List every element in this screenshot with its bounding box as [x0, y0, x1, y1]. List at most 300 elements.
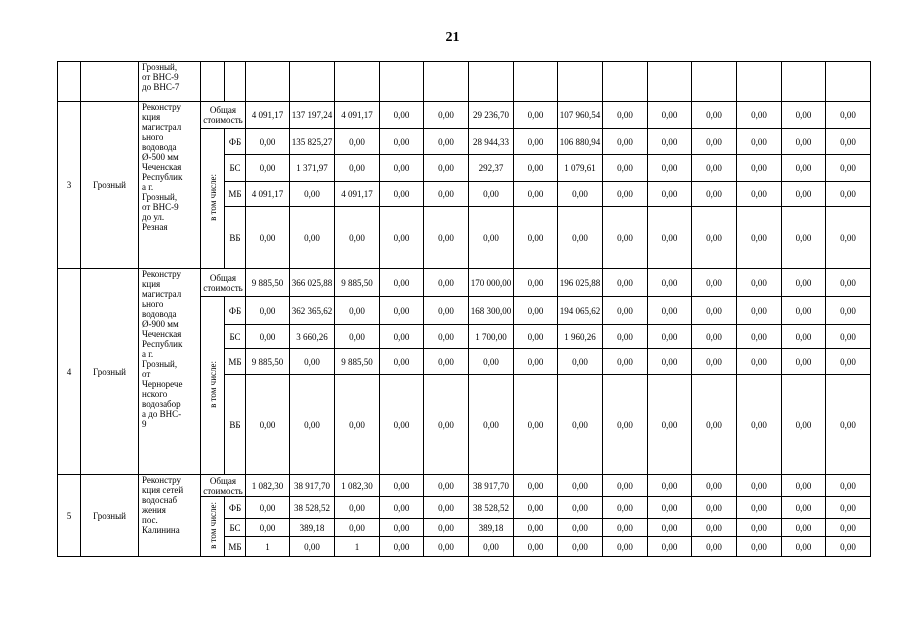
- page-number: 21: [445, 30, 460, 45]
- value-text: 0,00: [304, 356, 320, 367]
- value-text: 38 917,70: [294, 480, 330, 491]
- value-text: 0,00: [751, 480, 767, 491]
- value-text: 0,00: [661, 189, 678, 199]
- value-cell: [558, 155, 603, 182]
- value-text: 38 528,52: [473, 502, 509, 513]
- value-text: 0,00: [795, 541, 812, 552]
- value-cell: [782, 297, 826, 325]
- value-cell: [335, 182, 380, 207]
- value-text: 38 917,70: [473, 480, 509, 491]
- value-text: 0,00: [751, 136, 767, 147]
- value-cell: [380, 375, 424, 475]
- value-text: 107 960,54: [559, 110, 601, 120]
- value-text: 0,00: [393, 110, 410, 120]
- value-text: 0,00: [751, 277, 767, 288]
- value-text: 0,00: [259, 305, 276, 316]
- value-cell: [380, 297, 424, 325]
- value-cell: [469, 155, 514, 182]
- value-cell: [290, 325, 335, 349]
- value-cell: [246, 325, 290, 349]
- value-cell: [648, 519, 692, 537]
- value-cell: [603, 349, 648, 375]
- value-cell: [335, 497, 380, 519]
- source-label-cell: МБ: [225, 349, 246, 375]
- source-label-cell: ВБ: [225, 207, 246, 269]
- value-text: 0,00: [751, 305, 767, 316]
- value-cell: [380, 155, 424, 182]
- table-row: [58, 269, 871, 297]
- value-cell: [737, 349, 782, 375]
- empty-cell: [380, 62, 424, 102]
- row-number-cell: 5: [58, 475, 81, 557]
- value-cell: [603, 325, 648, 349]
- value-text: 0,00: [438, 480, 454, 491]
- settlement-cell: Грозный: [81, 269, 139, 475]
- value-cell: [648, 207, 692, 269]
- value-text: 0,00: [840, 356, 856, 367]
- value-cell: [424, 325, 469, 349]
- value-text: 0,00: [706, 189, 722, 199]
- value-cell: [514, 497, 558, 519]
- value-cell: [826, 349, 871, 375]
- value-text: 366 025,88: [291, 277, 333, 288]
- value-cell: [692, 519, 737, 537]
- value-cell: [335, 375, 380, 475]
- value-text: 4 091,17: [251, 110, 284, 120]
- value-cell: [424, 349, 469, 375]
- value-cell: [692, 375, 737, 475]
- value-cell: [380, 269, 424, 297]
- value-text: 0,00: [706, 331, 722, 342]
- value-cell: [782, 497, 826, 519]
- value-text: 0,00: [349, 522, 365, 533]
- value-cell: [692, 269, 737, 297]
- value-cell: [469, 182, 514, 207]
- value-text: 0,00: [617, 189, 633, 199]
- value-cell: [424, 297, 469, 325]
- value-cell: [246, 182, 290, 207]
- value-cell: [782, 349, 826, 375]
- value-text: 28 944,33: [473, 136, 509, 147]
- row-number-cell: [58, 62, 81, 102]
- value-text: 0,00: [259, 419, 276, 430]
- value-cell: [648, 269, 692, 297]
- value-cell: [737, 537, 782, 557]
- value-text: 0,00: [438, 189, 454, 199]
- value-text: 0,00: [438, 419, 454, 430]
- value-text: 0,00: [840, 189, 856, 199]
- value-text: 0,00: [661, 163, 678, 173]
- value-text: 1 960,26: [564, 331, 596, 342]
- empty-cell: [826, 62, 871, 102]
- value-text: 0,00: [572, 480, 588, 491]
- value-text: 0,00: [304, 419, 320, 430]
- value-text: 0,00: [259, 522, 276, 533]
- value-text: 0,00: [751, 502, 767, 513]
- value-cell: [469, 129, 514, 155]
- settlement-cell: [81, 62, 139, 102]
- value-text: 168 300,00: [470, 305, 512, 316]
- source-label-cell: МБ: [225, 537, 246, 557]
- value-text: 389,18: [299, 522, 325, 533]
- value-cell: [424, 102, 469, 129]
- value-text: 0,00: [527, 110, 544, 120]
- value-text: 0,00: [617, 136, 633, 147]
- value-text: 0,00: [483, 232, 499, 243]
- value-cell: [380, 475, 424, 497]
- value-cell: [826, 182, 871, 207]
- value-text: 0,00: [661, 419, 678, 430]
- value-text: 0,00: [751, 419, 767, 430]
- value-text: 0,00: [795, 136, 812, 147]
- value-cell: [380, 537, 424, 557]
- value-cell: [469, 297, 514, 325]
- value-cell: [514, 475, 558, 497]
- value-cell: [558, 537, 603, 557]
- value-cell: [380, 519, 424, 537]
- value-text: 0,00: [661, 522, 678, 533]
- value-cell: [514, 349, 558, 375]
- value-text: 0,00: [840, 136, 856, 147]
- value-cell: [558, 349, 603, 375]
- value-cell: [469, 102, 514, 129]
- value-text: 1 700,00: [475, 331, 507, 342]
- value-text: 0,00: [795, 277, 812, 288]
- value-cell: [558, 182, 603, 207]
- sub-header-cell: [201, 129, 225, 269]
- empty-cell: [692, 62, 737, 102]
- sub-header-text: в том числе:: [207, 174, 218, 221]
- value-cell: [648, 475, 692, 497]
- value-cell: [603, 519, 648, 537]
- value-text: 0,00: [751, 163, 767, 173]
- value-text: 0,00: [527, 356, 544, 367]
- value-text: 0,00: [751, 522, 767, 533]
- value-cell: [692, 207, 737, 269]
- value-cell: [826, 537, 871, 557]
- value-cell: [246, 297, 290, 325]
- empty-cell: [469, 62, 514, 102]
- value-text: 1 371,97: [296, 163, 328, 173]
- value-text: 0,00: [393, 356, 410, 367]
- value-text: 0,00: [751, 356, 767, 367]
- value-cell: [514, 297, 558, 325]
- value-cell: [469, 475, 514, 497]
- value-text: 0,00: [840, 419, 856, 430]
- value-cell: [246, 269, 290, 297]
- value-text: 0,00: [527, 480, 544, 491]
- value-text: 1 082,30: [341, 480, 373, 491]
- value-text: 0,00: [572, 522, 588, 533]
- value-cell: [603, 207, 648, 269]
- value-text: 0,00: [438, 163, 454, 173]
- value-text: 38 528,52: [294, 502, 330, 513]
- value-cell: [558, 269, 603, 297]
- value-text: 0,00: [572, 502, 588, 513]
- empty-cell: [424, 62, 469, 102]
- value-text: 0,00: [840, 277, 856, 288]
- value-text: 0,00: [706, 110, 722, 120]
- object-name-cell: Реконстру кция магистрал ьного водовода Ø-900 мм Чеченская Республик а г. Грозный, от Черноречe нского водозабор а до ВНС- 9: [139, 269, 201, 475]
- value-cell: [290, 349, 335, 375]
- value-text: 0,00: [840, 305, 856, 316]
- value-cell: [424, 497, 469, 519]
- value-text: 0,00: [840, 163, 856, 173]
- value-text: 0,00: [751, 189, 767, 199]
- value-text: 0,00: [751, 331, 767, 342]
- value-cell: [424, 519, 469, 537]
- value-text: 0,00: [617, 502, 633, 513]
- value-text: 0,00: [304, 232, 320, 243]
- value-cell: [648, 182, 692, 207]
- value-cell: [558, 519, 603, 537]
- value-cell: [469, 497, 514, 519]
- value-text: 0,00: [751, 110, 767, 120]
- value-cell: [692, 537, 737, 557]
- value-text: 0,00: [438, 541, 454, 552]
- value-cell: [290, 537, 335, 557]
- value-cell: [648, 102, 692, 129]
- value-text: 0,00: [617, 331, 633, 342]
- value-cell: [514, 102, 558, 129]
- value-text: 292,37: [478, 163, 504, 173]
- value-cell: [558, 325, 603, 349]
- value-cell: [782, 129, 826, 155]
- value-cell: [246, 102, 290, 129]
- value-text: 0,00: [527, 163, 544, 173]
- value-cell: [335, 207, 380, 269]
- value-text: 0,00: [483, 189, 499, 199]
- value-text: 0,00: [393, 522, 410, 533]
- value-cell: [246, 349, 290, 375]
- value-cell: [692, 129, 737, 155]
- value-cell: [826, 519, 871, 537]
- value-text: 0,00: [259, 331, 276, 342]
- value-cell: [514, 129, 558, 155]
- value-text: 0,00: [706, 522, 722, 533]
- value-cell: [737, 297, 782, 325]
- value-text: 0,00: [572, 541, 588, 552]
- value-text: 0,00: [349, 305, 365, 316]
- value-cell: [246, 207, 290, 269]
- value-text: 0,00: [349, 163, 365, 173]
- value-cell: [380, 349, 424, 375]
- value-text: 0,00: [617, 277, 633, 288]
- value-cell: [648, 155, 692, 182]
- value-cell: [469, 269, 514, 297]
- value-text: 0,00: [661, 232, 678, 243]
- value-text: 0,00: [438, 136, 454, 147]
- value-text: 0,00: [393, 189, 410, 199]
- value-cell: [290, 155, 335, 182]
- value-text: 0,00: [527, 305, 544, 316]
- value-text: 0,00: [259, 502, 276, 513]
- value-cell: [469, 207, 514, 269]
- table-row: [58, 62, 871, 102]
- value-text: 0,00: [706, 305, 722, 316]
- value-text: 0,00: [661, 277, 678, 288]
- value-cell: [603, 129, 648, 155]
- value-cell: [380, 497, 424, 519]
- value-cell: [782, 537, 826, 557]
- value-text: 0,00: [527, 232, 544, 243]
- value-text: 0,00: [349, 419, 365, 430]
- value-cell: [692, 155, 737, 182]
- value-text: 106 880,94: [559, 136, 601, 147]
- empty-cell: [246, 62, 290, 102]
- value-cell: [290, 182, 335, 207]
- value-text: 0,00: [661, 480, 678, 491]
- value-text: 0,00: [661, 356, 678, 367]
- value-cell: [335, 325, 380, 349]
- value-text: 9 885,50: [251, 277, 284, 288]
- value-cell: [826, 129, 871, 155]
- source-label-cell: БС: [225, 325, 246, 349]
- value-text: 0,00: [840, 541, 856, 552]
- source-label-cell: БС: [225, 519, 246, 537]
- value-cell: [246, 375, 290, 475]
- value-text: 0,00: [795, 522, 812, 533]
- value-text: 194 065,62: [559, 305, 601, 316]
- value-text: 0,00: [572, 189, 588, 199]
- value-cell: [603, 155, 648, 182]
- value-cell: [826, 497, 871, 519]
- value-text: 0,00: [349, 502, 365, 513]
- value-cell: [290, 375, 335, 475]
- value-text: 0,00: [706, 356, 722, 367]
- value-text: 0,00: [349, 136, 365, 147]
- value-cell: [380, 102, 424, 129]
- value-text: 4 091,17: [341, 110, 373, 120]
- empty-cell: [335, 62, 380, 102]
- sub-header-cell: [201, 297, 225, 475]
- value-cell: [246, 519, 290, 537]
- value-text: 9 885,50: [341, 277, 373, 288]
- value-text: 0,00: [572, 356, 588, 367]
- value-cell: [290, 519, 335, 537]
- value-text: 0,00: [527, 419, 544, 430]
- value-text: 4 091,17: [341, 189, 373, 199]
- value-text: 0,00: [706, 163, 722, 173]
- value-cell: [826, 269, 871, 297]
- value-cell: [514, 182, 558, 207]
- value-cell: [826, 297, 871, 325]
- table-row: [58, 102, 871, 129]
- value-text: 0,00: [438, 522, 454, 533]
- value-cell: [246, 129, 290, 155]
- value-text: 0,00: [483, 541, 499, 552]
- value-cell: [648, 349, 692, 375]
- value-cell: [246, 475, 290, 497]
- value-text: 0,00: [795, 305, 812, 316]
- value-cell: [514, 519, 558, 537]
- value-text: 0,00: [706, 541, 722, 552]
- value-cell: [782, 375, 826, 475]
- value-text: 0,00: [393, 136, 410, 147]
- value-cell: [737, 375, 782, 475]
- total-label-cell: Общая стоимость: [201, 102, 246, 129]
- value-cell: [335, 297, 380, 325]
- value-cell: [648, 497, 692, 519]
- value-text: 0,00: [617, 522, 633, 533]
- value-cell: [692, 475, 737, 497]
- value-text: 362 365,62: [291, 305, 333, 316]
- value-text: 0,00: [527, 541, 544, 552]
- value-cell: [424, 129, 469, 155]
- value-text: 0,00: [572, 419, 588, 430]
- value-text: 0,00: [706, 136, 722, 147]
- value-text: 29 236,70: [473, 110, 509, 120]
- sub-header-text: в том числе:: [207, 361, 218, 408]
- value-text: 0,00: [795, 163, 812, 173]
- value-text: 0,00: [840, 232, 856, 243]
- value-text: 9 885,50: [251, 356, 284, 367]
- object-name-cell: Реконстру кция сетей водоснаб жения пос. Калинина: [139, 475, 201, 557]
- budget-table: [57, 61, 871, 557]
- value-cell: [558, 129, 603, 155]
- value-cell: [290, 207, 335, 269]
- value-cell: [424, 182, 469, 207]
- value-cell: [782, 182, 826, 207]
- value-cell: [290, 497, 335, 519]
- value-text: 1 079,61: [564, 163, 596, 173]
- value-cell: [335, 349, 380, 375]
- value-cell: [380, 325, 424, 349]
- value-cell: [826, 375, 871, 475]
- value-text: 0,00: [438, 502, 454, 513]
- source-label-cell: ВБ: [225, 375, 246, 475]
- value-cell: [648, 129, 692, 155]
- value-cell: [648, 375, 692, 475]
- value-cell: [424, 155, 469, 182]
- value-text: 0,00: [349, 232, 365, 243]
- value-cell: [648, 297, 692, 325]
- value-text: 0,00: [795, 419, 812, 430]
- settlement-cell: Грозный: [81, 475, 139, 557]
- value-cell: [782, 325, 826, 349]
- value-text: 0,00: [617, 163, 633, 173]
- value-cell: [737, 155, 782, 182]
- value-text: 0,00: [527, 502, 544, 513]
- value-cell: [558, 375, 603, 475]
- value-text: 0,00: [259, 163, 276, 173]
- value-text: 0,00: [795, 110, 812, 120]
- value-text: 0,00: [795, 356, 812, 367]
- value-text: 1: [354, 541, 360, 552]
- value-text: 4 091,17: [251, 189, 284, 199]
- empty-cell: [737, 62, 782, 102]
- value-cell: [469, 375, 514, 475]
- value-cell: [335, 129, 380, 155]
- value-text: 0,00: [393, 305, 410, 316]
- value-text: 1: [265, 541, 270, 552]
- value-text: 0,00: [840, 110, 856, 120]
- value-cell: [603, 375, 648, 475]
- value-text: 0,00: [393, 419, 410, 430]
- value-text: 0,00: [617, 419, 633, 430]
- value-cell: [558, 102, 603, 129]
- value-text: 0,00: [438, 277, 454, 288]
- value-text: 0,00: [527, 331, 544, 342]
- value-text: 0,00: [617, 356, 633, 367]
- value-cell: [514, 269, 558, 297]
- value-cell: [290, 269, 335, 297]
- source-label-cell: ФБ: [225, 497, 246, 519]
- value-text: 0,00: [527, 136, 544, 147]
- value-text: 0,00: [617, 480, 633, 491]
- empty-cell: [290, 62, 335, 102]
- value-cell: [603, 537, 648, 557]
